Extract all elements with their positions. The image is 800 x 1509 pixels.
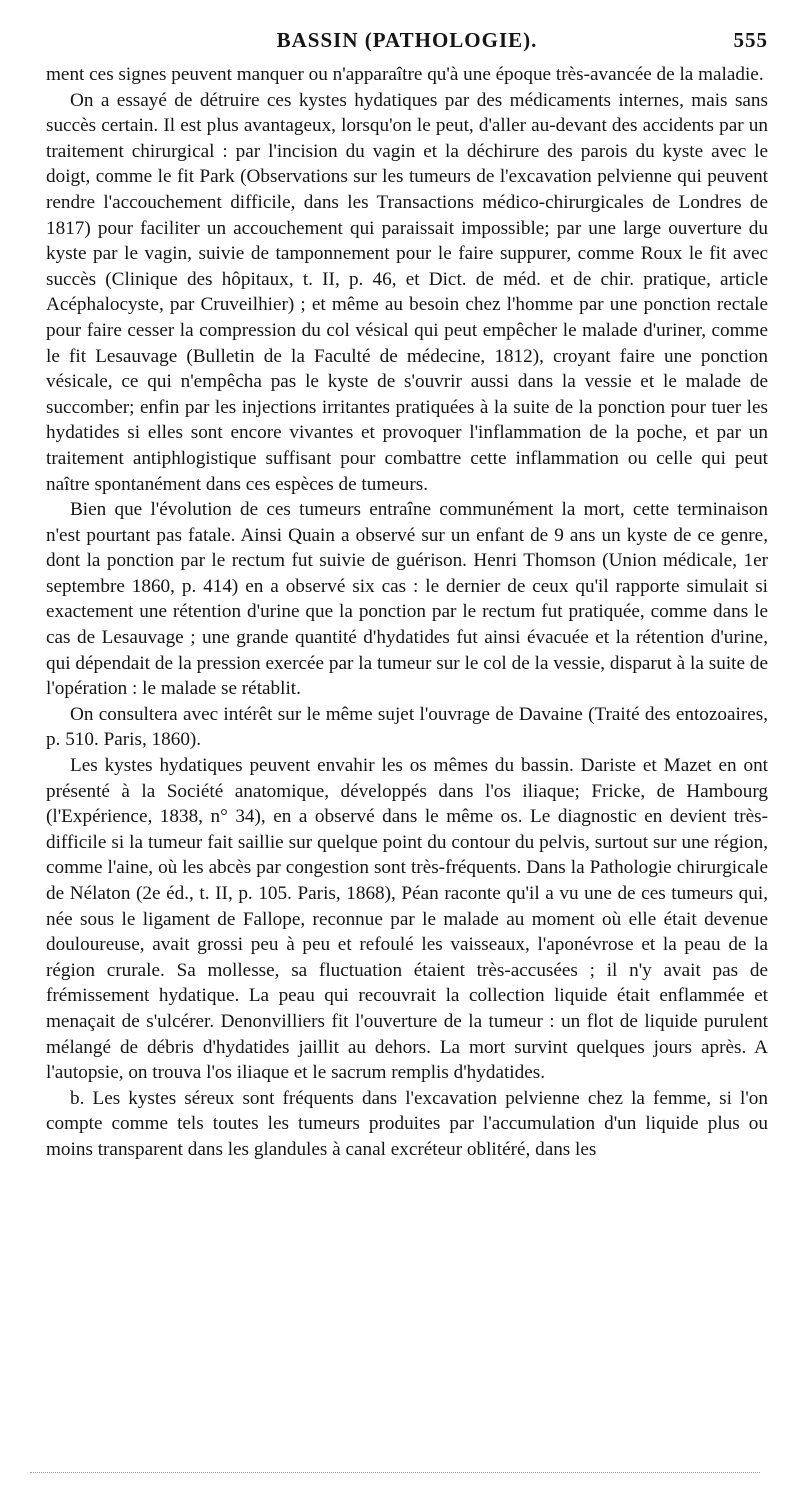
footer-divider xyxy=(30,1472,760,1473)
page-header-title: BASSIN (PATHOLOGIE). xyxy=(276,28,538,52)
book-page xyxy=(46,28,768,1163)
paragraph-prognosis: Bien que l'évolution de ces tumeurs entraîne communément la mort, cette terminaison n'est pourtant pas fatale. Ainsi Quain a observé sur un enfant de 9 ans un kyste de ce genre, dont la ponction par le rectum fut suivie de guérison. Henri Thomson (Union médicale, 1er septembre 1860, p. 414) en a observé six cas : le dernier de ceux qu'il rapporte simulait si exactement une rétention d'urine que la ponction par le rectum fut pratiquée, comme dans le cas de Lesauvage ; une grande quantité d'hydatides fut ainsi évacuée et la rétention d'urine, qui dépendait de la pression exercée par la tumeur sur le col de la vessie, disparut à la suite de l'opération : le malade se rétablit. xyxy=(46,499,768,700)
body-text xyxy=(46,62,768,1163)
paragraph-reference: On consultera avec intérêt sur le même sujet l'ouvrage de Davaine (Traité des entozoaires, p. 510. Paris, 1860). xyxy=(46,703,768,751)
paragraph-continuation: ment ces signes peuvent manquer ou n'apparaître qu'à une époque très-avancée de la maladie. xyxy=(46,64,764,85)
page-number: 555 xyxy=(733,28,768,52)
paragraph-serous-cysts: b. Les kystes séreux sont fréquents dans l'excavation pelvienne chez la femme, si l'on compte comme tels toutes les tumeurs produites par l'accumulation d'un liquide plus ou moins transparent dans les glandules à canal excréteur oblitéré, dans les xyxy=(46,1087,768,1160)
running-header xyxy=(46,28,768,62)
paragraph-treatment: On a essayé de détruire ces kystes hydatiques par des médicaments internes, mais sans succès certain. Il est plus avantageux, lorsqu'on le peut, d'aller au-devant des accidents par un traitement chirurgical : par l'incision du vagin et la déchirure des parois du kyste avec le doigt, comme le fit Park (Observations sur les tumeurs de l'excavation pelvienne qui peuvent rendre l'accouchement difficile, dans les Transactions médico-chirurgicales de Londres de 1817) pour faciliter un accouchement qui paraissait impossible; par une large ouverture du kyste par le vagin, suivie de tamponnement pour le faire suppurer, comme Roux le fit avec succès (Clinique des hôpitaux, t. II, p. 46, et Dict. de méd. et de chir. pratique, article Acéphalocyste, par Cruveilhier) ; et même au besoin chez l'homme par une ponction rectale pour faire cesser la compression du col vésical qui peut empêcher le malade d'uriner, comme le fit Lesauvage (Bulletin de la Faculté de médecine, 1812), croyant faire une ponction vésicale, ce qui n'empêcha pas le kyste de s'ouvrir aussi dans la vessie et le malade de succomber; enfin par les injections irritantes pratiquées à la suite de la ponction pour tuer les hydatides si elles sont encore vivantes et provoquer l'inflammation de la poche, et par un traitement antiphlogistique suffisant pour combattre cette inflammation ou celle qui peut naître spontanément dans ces espèces de tumeurs. xyxy=(46,89,768,495)
paragraph-bone-cysts: Les kystes hydatiques peuvent envahir les os mêmes du bassin. Dariste et Mazet en ont présenté à la Société anatomique, développés dans l'os iliaque; Fricke, de Hambourg (l'Expérience, 1838, n° 34), en a observé dans le même os. Le diagnostic en devient très-difficile si la tumeur fait saillie sur quelque point du contour du pelvis, surtout sur une région, comme l'aine, où les abcès par congestion sont très-fréquents. Dans la Pathologie chirurgicale de Nélaton (2e éd., t. II, p. 105. Paris, 1868), Péan raconte qu'il a vu une de ces tumeurs qui, née sous le ligament de Fallope, reconnue par le malade au moment où elle était devenue douloureuse, avait grossi peu à peu et refoulé les vaisseaux, l'aponévrose et la peau de la région crurale. Sa mollesse, sa fluctuation étaient très-accusées ; il n'y avait pas de frémissement hydatique. La peau qui recouvrait la collection liquide était enflammée et menaçait de s'ulcérer. Denonvilliers fit l'ouverture de la tumeur : un flot de liquide purulent mélangé de débris d'hydatides jaillit au dehors. La mort survint quelques jours après. A l'autopsie, on trouva l'os iliaque et le sacrum remplis d'hydatides. xyxy=(46,755,768,1084)
